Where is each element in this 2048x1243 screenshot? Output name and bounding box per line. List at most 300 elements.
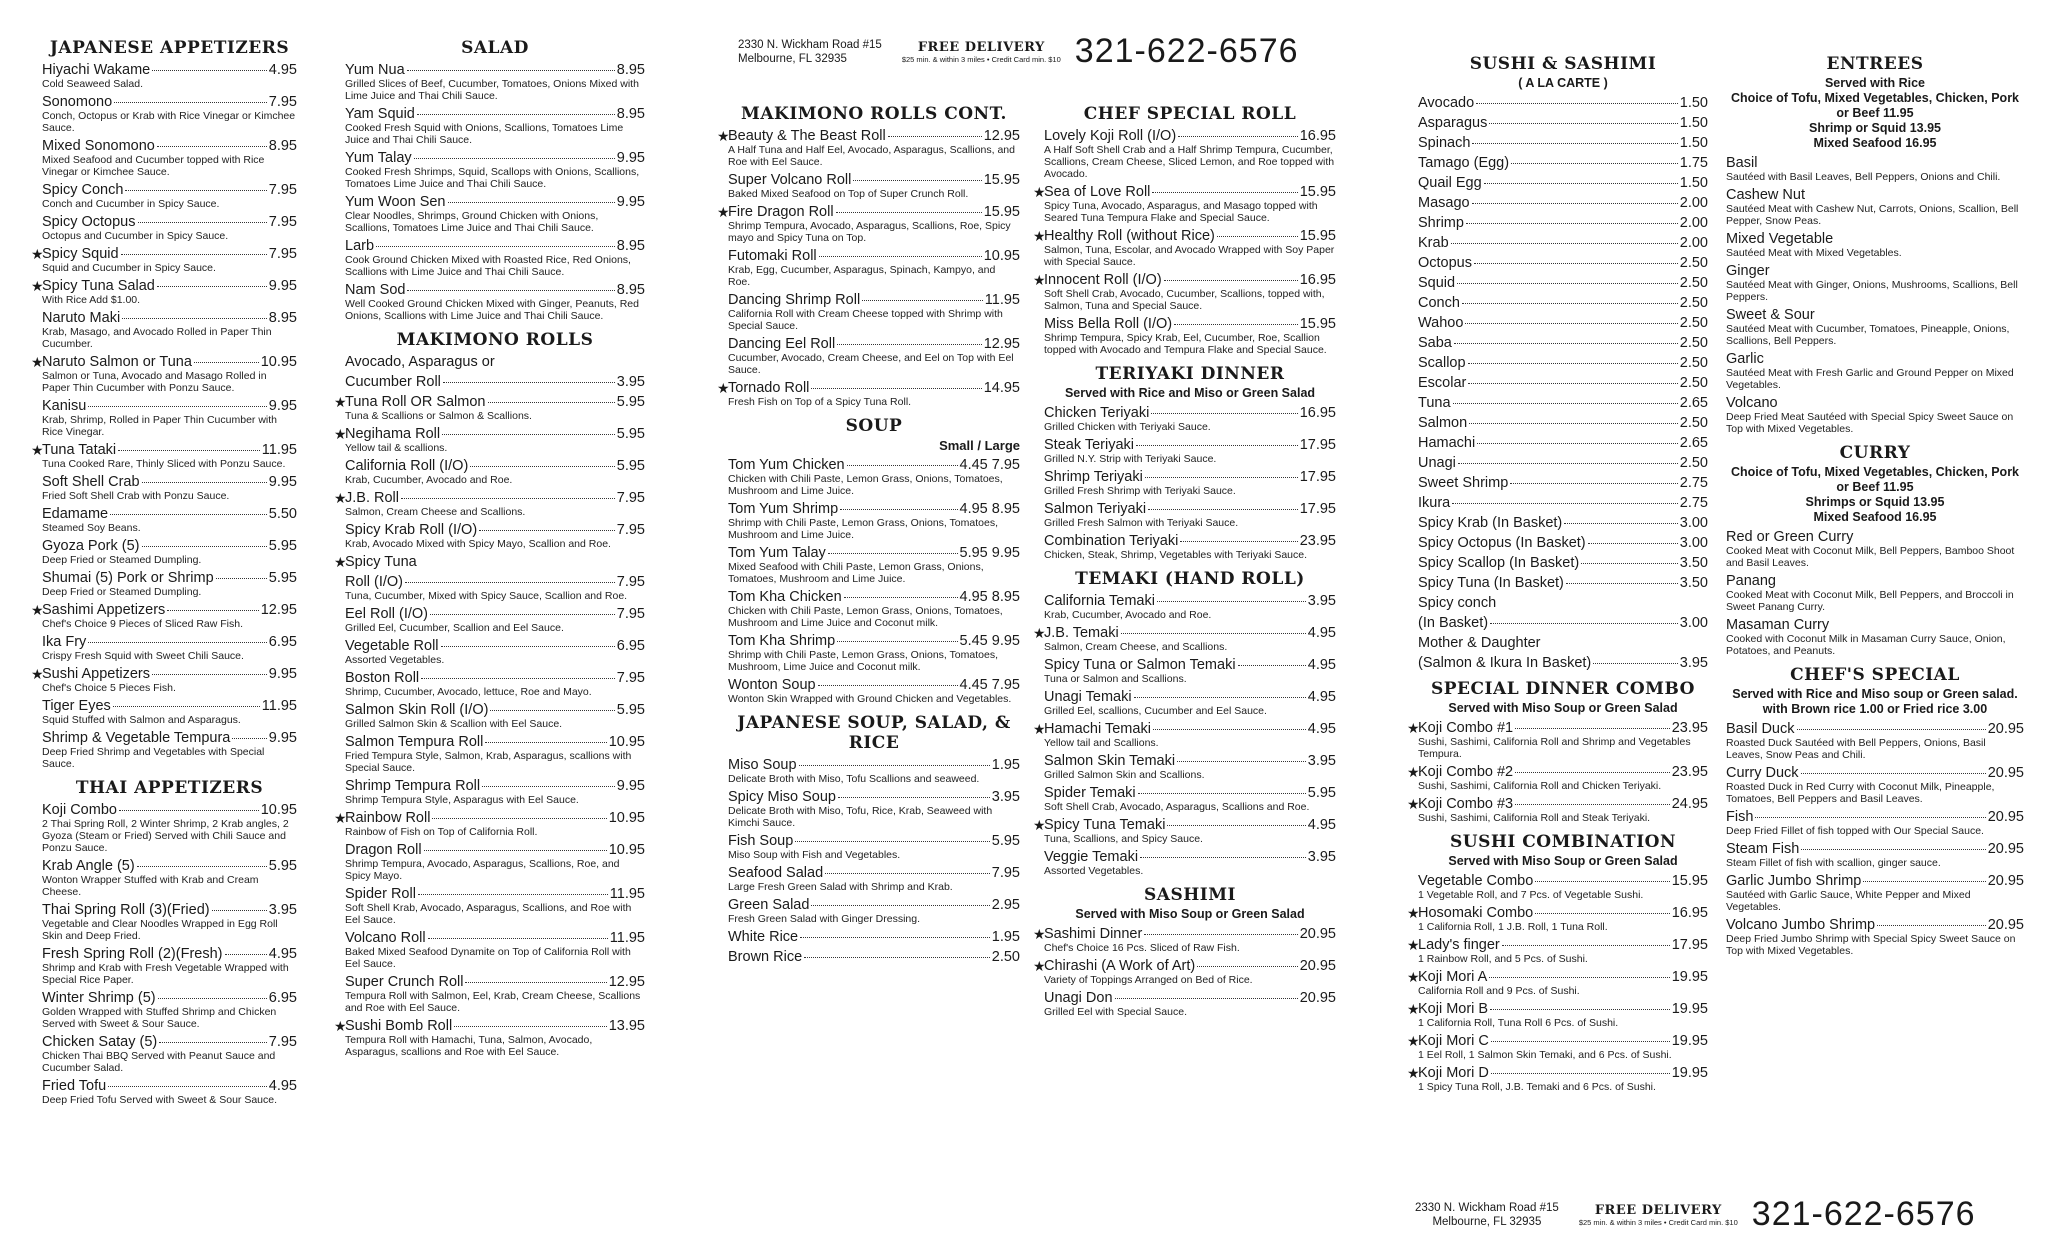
item-name: Dragon Roll	[345, 842, 422, 858]
menu-item	[42, 474, 297, 502]
item-price: 23.95	[1671, 764, 1708, 780]
menu-item	[1726, 529, 2024, 569]
item-description: Salmon, Cream Cheese and Scallions.	[345, 506, 526, 518]
menu-item	[1418, 135, 1708, 151]
item-row	[1418, 615, 1708, 631]
item-name: Yam Squid	[345, 106, 415, 122]
leader-dots	[1468, 363, 1678, 364]
item-name: Tom Yum Chicken	[728, 457, 845, 473]
menu-item	[1726, 873, 2024, 913]
item-price: 9.95	[268, 398, 297, 414]
item-description: Tuna Cooked Rare, Thinly Sliced with Ponzu Sauce.	[42, 458, 286, 470]
item-name: Asparagus	[1418, 115, 1488, 131]
leader-dots	[88, 406, 266, 407]
menu-item	[42, 398, 297, 438]
item-name: Masago	[1418, 195, 1470, 211]
menu-item	[42, 310, 297, 350]
leader-dots	[1535, 881, 1669, 882]
star-icon: ★	[1407, 1033, 1420, 1049]
item-description: Sushi, Sashimi, California Roll and Steak Teriyaki.	[1418, 812, 1651, 824]
item-price: 20.95	[1987, 809, 2024, 825]
menu-item	[345, 282, 645, 322]
item-price: 2.00	[1679, 195, 1708, 211]
item-row	[42, 570, 297, 586]
item-price: 2.50	[1679, 315, 1708, 331]
item-price: 20.95	[1987, 721, 2024, 737]
delivery-block	[1579, 1203, 1738, 1227]
item-price: 20.95	[1987, 917, 2024, 933]
leader-dots	[1490, 623, 1678, 624]
item-name: Tom Kha Shrimp	[728, 633, 836, 649]
leader-dots	[1489, 977, 1669, 978]
item-row	[42, 278, 297, 294]
item-row	[1726, 873, 2024, 889]
menu-item	[1418, 615, 1708, 631]
item-name: Salmon Teriyaki	[1044, 501, 1147, 517]
section-title: SPECIAL DINNER COMBO	[1431, 679, 1695, 699]
leader-dots	[1167, 825, 1305, 826]
item-name: California Temaki	[1044, 593, 1155, 609]
star-icon: ★	[1407, 1065, 1420, 1081]
leader-dots	[470, 466, 614, 467]
item-description: Delicate Broth with Miso, Tofu Scallions and seaweed.	[728, 773, 980, 785]
leader-dots	[1593, 663, 1678, 664]
menu-item	[728, 172, 1020, 200]
star-icon: ★	[31, 354, 44, 370]
item-price: 6.95	[616, 638, 645, 654]
item-description: Sautéed with Basil Leaves, Bell Peppers, Onions and Chili.	[1726, 171, 2001, 183]
item-row	[345, 354, 645, 370]
leader-dots	[1134, 697, 1306, 698]
item-description: Sautéed Meat with Fresh Garlic and Ground Pepper on Mixed Vegetables.	[1726, 367, 2014, 391]
menu-item	[334, 490, 645, 518]
item-price: 4.95	[1307, 625, 1336, 641]
menu-item	[1418, 335, 1708, 351]
item-name: Ikura	[1418, 495, 1451, 511]
star-icon: ★	[1033, 184, 1046, 200]
leader-dots	[1801, 773, 1986, 774]
item-description: Mixed Seafood and Cucumber topped with Rice Vinegar or Kimchee Sauce.	[42, 154, 265, 178]
item-row	[42, 506, 297, 522]
item-price: 3.95	[991, 789, 1020, 805]
item-row	[345, 670, 645, 686]
item-price: 11.95	[261, 698, 297, 714]
menu-item	[31, 666, 297, 694]
item-price: 20.95	[1987, 873, 2024, 889]
item-name: Sea of Love Roll	[1044, 184, 1151, 200]
item-description: Grilled Salmon Skin and Scallions.	[1044, 769, 1205, 781]
leader-dots	[401, 498, 615, 499]
menu-item	[1418, 415, 1708, 431]
leader-dots	[137, 866, 267, 867]
leader-dots	[1581, 563, 1678, 564]
menu-item	[1418, 215, 1708, 231]
menu-item	[1033, 721, 1336, 749]
panel2-column-2	[1033, 96, 1336, 1018]
leader-dots	[482, 786, 615, 787]
leader-dots	[1515, 728, 1670, 729]
menu-item	[1033, 817, 1336, 845]
item-description: Grilled Fresh Shrimp with Teriyaki Sauce.	[1044, 485, 1236, 497]
item-price: 20.95	[1987, 841, 2024, 857]
item-price: 3.95	[268, 902, 297, 918]
item-price: 7.95	[268, 182, 297, 198]
item-description: Shrimp Tempura, Avocado, Asparagus, Scallions, Roe, Spicy mayo and Spicy Tuna on Top.	[728, 220, 1011, 244]
item-name: Healthy Roll (without Rice)	[1044, 228, 1215, 244]
menu-item	[42, 214, 297, 242]
subtitle-line: Mixed Seafood 16.95	[1813, 136, 1937, 150]
item-row	[1418, 355, 1708, 371]
menu-item	[334, 1018, 645, 1058]
item-description: Grilled N.Y. Strip with Teriyaki Sauce.	[1044, 453, 1217, 465]
item-row	[1726, 529, 2024, 545]
item-price: 3.95	[1307, 593, 1336, 609]
item-price: 12.95	[260, 602, 297, 618]
item-name: Hamachi Temaki	[1044, 721, 1151, 737]
delivery-block	[902, 40, 1061, 64]
item-price: 4.95	[1307, 689, 1336, 705]
leader-dots	[125, 190, 266, 191]
menu-section-makimono-rolls	[334, 330, 645, 1058]
item-row	[1726, 809, 2024, 825]
leader-dots	[194, 362, 259, 363]
star-icon: ★	[334, 554, 347, 570]
leader-dots	[1472, 203, 1678, 204]
item-price: 10.95	[260, 802, 297, 818]
star-icon: ★	[1407, 720, 1420, 736]
subtitle-line: Served with Miso Soup or Green Salad	[1075, 907, 1305, 921]
menu-item	[334, 810, 645, 838]
item-price: 19.95	[1671, 1033, 1708, 1049]
item-description: Salmon or Tuna, Avocado and Masago Rolled in Paper Thin Cucumber with Ponzu Sauce.	[42, 370, 267, 394]
leader-dots	[443, 382, 615, 383]
item-name: Koji Mori C	[1418, 1033, 1489, 1049]
item-name: Spider Temaki	[1044, 785, 1136, 801]
item-name: Scallop	[1418, 355, 1466, 371]
section-subtitle	[1044, 907, 1336, 922]
item-row	[42, 310, 297, 326]
item-name: Octopus	[1418, 255, 1472, 271]
item-price: 5.95	[268, 538, 297, 554]
item-row	[1418, 969, 1708, 985]
menu-item	[42, 698, 297, 726]
item-name: Spicy Krab (In Basket)	[1418, 515, 1563, 531]
item-name: J.B. Temaki	[1044, 625, 1119, 641]
menu-section-japanese-soup-salad-rice	[728, 713, 1020, 965]
item-row	[1418, 375, 1708, 391]
address-block	[1415, 1201, 1559, 1229]
item-price: 2.00	[1679, 235, 1708, 251]
item-name: Seafood Salad	[728, 865, 824, 881]
item-price: 12.95	[983, 128, 1020, 144]
menu-item	[1418, 575, 1708, 591]
item-price: 2.65	[1679, 435, 1708, 451]
item-price: 17.95	[1671, 937, 1708, 953]
item-price: 15.95	[983, 172, 1020, 188]
item-description: Crispy Fresh Squid with Sweet Chili Sauce.	[42, 650, 244, 662]
section-title: SOUP	[845, 416, 903, 436]
item-row	[1418, 115, 1708, 131]
item-name: Salmon Skin Temaki	[1044, 753, 1176, 769]
item-description: Krab, Avocado Mixed with Spicy Mayo, Scallion and Roe.	[345, 538, 611, 550]
item-name: Tuna	[1418, 395, 1451, 411]
item-name: Unagi Temaki	[1044, 689, 1132, 705]
leader-dots	[485, 742, 606, 743]
item-description: 1 Spicy Tuna Roll, J.B. Temaki and 6 Pcs. of Sushi.	[1418, 1081, 1656, 1093]
item-name: Tiger Eyes	[42, 698, 111, 714]
menu-item	[345, 606, 645, 634]
item-row	[1726, 841, 2024, 857]
item-name: Super Volcano Roll	[728, 172, 852, 188]
item-price: 11.95	[261, 442, 297, 458]
leader-dots	[405, 582, 615, 583]
section-title: SALAD	[461, 38, 529, 58]
item-description: Soft Shell Crab, Avocado, Asparagus, Scallions and Roe.	[1044, 801, 1310, 813]
item-description: Grilled Slices of Beef, Cucumber, Tomatoes, Onions Mixed with Lime Juice and Thai Chili Sauce.	[345, 78, 639, 102]
item-price: 3.50	[1679, 555, 1708, 571]
item-row	[728, 128, 1020, 144]
item-name: Spinach	[1418, 135, 1471, 151]
star-icon: ★	[1407, 937, 1420, 953]
menu-item	[1044, 753, 1336, 781]
item-price: 12.95	[608, 974, 645, 990]
item-description: Wonton Wrapper Stuffed with Krab and Cream Cheese.	[42, 874, 259, 898]
item-description: Chicken with Chili Paste, Lemon Grass, Onions, Tomatoes, Mushroom and Lime Juice.	[728, 473, 1003, 497]
item-row	[1726, 573, 2024, 589]
item-row	[1418, 764, 1708, 780]
menu-item	[1726, 395, 2024, 435]
menu-item	[1044, 990, 1336, 1018]
menu-item	[728, 292, 1020, 332]
item-price: 4.95 8.95	[959, 501, 1020, 517]
item-row	[1726, 307, 2024, 323]
item-row	[1044, 958, 1336, 974]
menu-section-curry	[1726, 443, 2024, 657]
item-row	[42, 1034, 297, 1050]
leader-dots	[1217, 236, 1298, 237]
menu-item	[345, 194, 645, 234]
leader-dots	[1140, 857, 1306, 858]
item-name: Chicken Teriyaki	[1044, 405, 1150, 421]
address-line-1: 2330 N. Wickham Road #15	[1415, 1201, 1559, 1214]
item-row	[1418, 235, 1708, 251]
item-description: Chef's Choice 16 Pcs. Sliced of Raw Fish.	[1044, 942, 1240, 954]
item-price: 9.95	[268, 278, 297, 294]
leader-dots	[1452, 503, 1678, 504]
item-row	[42, 802, 297, 818]
item-row	[1418, 275, 1708, 291]
menu-item	[1726, 263, 2024, 303]
star-icon: ★	[1033, 272, 1046, 288]
leader-dots	[1510, 483, 1678, 484]
item-row	[1726, 155, 2024, 171]
address-line-2: Melbourne, FL 32935	[738, 52, 847, 65]
item-name: (In Basket)	[1418, 615, 1489, 631]
item-price: 3.95	[616, 374, 645, 390]
item-description: 1 Eel Roll, 1 Salmon Skin Temaki, and 6 Pcs. of Sushi.	[1418, 1049, 1672, 1061]
star-icon: ★	[1407, 969, 1420, 985]
item-description: Krab, Masago, and Avocado Rolled in Paper Thin Cucumber.	[42, 326, 272, 350]
item-row	[1044, 753, 1336, 769]
item-name: Koji Combo #2	[1418, 764, 1514, 780]
menu-section-japanese-appetizers	[31, 38, 297, 770]
menu-item	[1044, 316, 1336, 356]
item-name: Tom Kha Chicken	[728, 589, 842, 605]
section-title: CURRY	[1839, 443, 1911, 463]
menu-item	[728, 589, 1020, 629]
item-name: Naruto Maki	[42, 310, 121, 326]
item-description: Krab, Egg, Cucumber, Asparagus, Spinach, Kampyo, and Roe.	[728, 264, 996, 288]
item-description: Wonton Skin Wrapped with Ground Chicken and Vegetables.	[728, 693, 1012, 705]
leader-dots	[1138, 793, 1306, 794]
item-row	[1418, 335, 1708, 351]
menu-item	[1418, 595, 1708, 611]
item-price: 3.95	[1307, 753, 1336, 769]
item-description: Grilled Eel, scallions, Cucumber and Eel Sauce.	[1044, 705, 1267, 717]
menu-item	[728, 833, 1020, 861]
menu-item	[31, 442, 297, 470]
menu-item	[728, 248, 1020, 288]
item-row	[1044, 184, 1336, 200]
item-row	[1044, 593, 1336, 609]
item-description: California Roll with Cream Cheese topped with Shrimp with Special Sauce.	[728, 308, 1003, 332]
item-price: 2.95	[991, 897, 1020, 913]
item-price: 5.50	[268, 506, 297, 522]
item-name: Volcano Roll	[345, 930, 426, 946]
item-price: 13.95	[608, 1018, 645, 1034]
item-row	[1044, 849, 1336, 865]
item-row	[1418, 495, 1708, 511]
item-name: Shrimp Tempura Roll	[345, 778, 481, 794]
menu-item	[728, 757, 1020, 785]
item-description: Deep Fried or Steamed Dumpling.	[42, 554, 202, 566]
item-price: 7.95	[268, 246, 297, 262]
leader-dots	[424, 850, 607, 851]
menu-item	[345, 842, 645, 882]
item-price: 16.95	[1671, 905, 1708, 921]
item-name: Spicy Tuna Temaki	[1044, 817, 1166, 833]
item-description: 1 Rainbow Roll, and 5 Pcs. of Sushi.	[1418, 953, 1588, 965]
item-name: Spicy Octopus (In Basket)	[1418, 535, 1586, 551]
item-price: 19.95	[1671, 1065, 1708, 1081]
item-price: 2.50	[1679, 295, 1708, 311]
item-price: 3.50	[1679, 575, 1708, 591]
item-price: 7.95	[268, 94, 297, 110]
item-description: A Half Soft Shell Crab and a Half Shrimp Tempura, Cucumber, Scallions, Cream Cheese, Sliced Lemon, and Roe topped with Avocado.	[1044, 144, 1335, 180]
item-price: 15.95	[1299, 184, 1336, 200]
leader-dots	[853, 180, 981, 181]
item-name: Koji Combo #3	[1418, 796, 1514, 812]
item-name: Wonton Soup	[728, 677, 816, 693]
item-name: Salmon Skin Roll (I/O)	[345, 702, 489, 718]
item-name: Tuna Roll OR Salmon	[345, 394, 486, 410]
menu-item	[1418, 555, 1708, 571]
item-row	[1418, 295, 1708, 311]
item-price: 9.95	[268, 666, 297, 682]
section-subtitle	[1726, 465, 2024, 525]
item-row	[42, 442, 297, 458]
leader-dots	[1468, 383, 1677, 384]
menu-item	[345, 670, 645, 698]
item-price: 7.95	[616, 606, 645, 622]
section-subtitle	[1044, 386, 1336, 401]
leader-dots	[1466, 223, 1678, 224]
item-name: Shrimp Teriyaki	[1044, 469, 1143, 485]
item-name: Brown Rice	[728, 949, 803, 965]
item-description: Shrimp Tempura Style, Asparagus with Eel Sauce.	[345, 794, 579, 806]
leader-dots	[818, 685, 958, 686]
leader-dots	[407, 290, 614, 291]
item-name: Thai Spring Roll (3)(Fried)	[42, 902, 210, 918]
item-row	[1418, 475, 1708, 491]
menu-item	[345, 702, 645, 730]
item-name: Krab Angle (5)	[42, 858, 135, 874]
item-name: Tamago (Egg)	[1418, 155, 1510, 171]
menu-item	[42, 138, 297, 178]
leader-dots	[430, 614, 615, 615]
star-icon: ★	[334, 490, 347, 506]
item-price: 4.95	[1307, 817, 1336, 833]
item-price: 1.50	[1679, 95, 1708, 111]
item-price: 10.95	[260, 354, 297, 370]
menu-section-chef-special-roll	[1033, 104, 1336, 356]
leader-dots	[110, 514, 267, 515]
menu-item	[1726, 351, 2024, 391]
item-row	[345, 238, 645, 254]
menu-item	[345, 106, 645, 146]
menu-item	[717, 380, 1020, 408]
item-description: Shrimp with Chili Paste, Lemon Grass, Onions, Tomatoes, Mushroom and Lime Juice.	[728, 517, 999, 541]
item-name: Mixed Sonomono	[42, 138, 155, 154]
panel1-column-1	[31, 30, 297, 1106]
delivery-note: $25 min. & within 3 miles • Credit Card min. $10	[901, 54, 1061, 64]
item-row	[1044, 272, 1336, 288]
item-description: Krab, Cucumber, Avocado and Roe.	[1044, 609, 1212, 621]
menu-item	[42, 802, 297, 854]
item-row	[345, 930, 645, 946]
item-name: Spicy Scallop (In Basket)	[1418, 555, 1580, 571]
item-price: 5.95	[616, 702, 645, 718]
menu-item	[1044, 785, 1336, 813]
subtitle-line: Shrimp or Squid 13.95	[1809, 121, 1941, 135]
item-name: Mother & Daughter	[1418, 635, 1541, 651]
menu-item	[1418, 115, 1708, 131]
item-price: 7.95	[268, 1034, 297, 1050]
item-row	[1418, 515, 1708, 531]
item-description: Chef's Choice 5 Pieces Fish.	[42, 682, 176, 694]
leader-dots	[1157, 601, 1306, 602]
leader-dots	[1477, 443, 1678, 444]
item-description: Baked Mixed Seafood on Top of Super Crunch Roll.	[728, 188, 969, 200]
item-row	[1418, 315, 1708, 331]
leader-dots	[407, 70, 615, 71]
item-price: 1.75	[1679, 155, 1708, 171]
panel2-column-1	[717, 96, 1020, 965]
item-row	[728, 545, 1020, 561]
leader-dots	[1588, 543, 1678, 544]
menu-section-sushi-combination	[1407, 832, 1708, 1093]
item-name: Vegetable Combo	[1418, 873, 1534, 889]
subtitle-line: Shrimps or Squid 13.95	[1805, 495, 1945, 509]
leader-dots	[1164, 280, 1298, 281]
item-price: 2.75	[1679, 495, 1708, 511]
item-description: Sushi, Sashimi, California Roll and Shrimp and Vegetables Tempura.	[1418, 736, 1691, 760]
menu-item	[728, 545, 1020, 585]
star-icon: ★	[1033, 926, 1046, 942]
item-description: Soft Shell Crab, Avocado, Cucumber, Scallions, topped with, Salmon, Tuna and Special Sauce.	[1044, 288, 1325, 312]
item-price: 23.95	[1671, 720, 1708, 736]
item-row	[1418, 796, 1708, 812]
